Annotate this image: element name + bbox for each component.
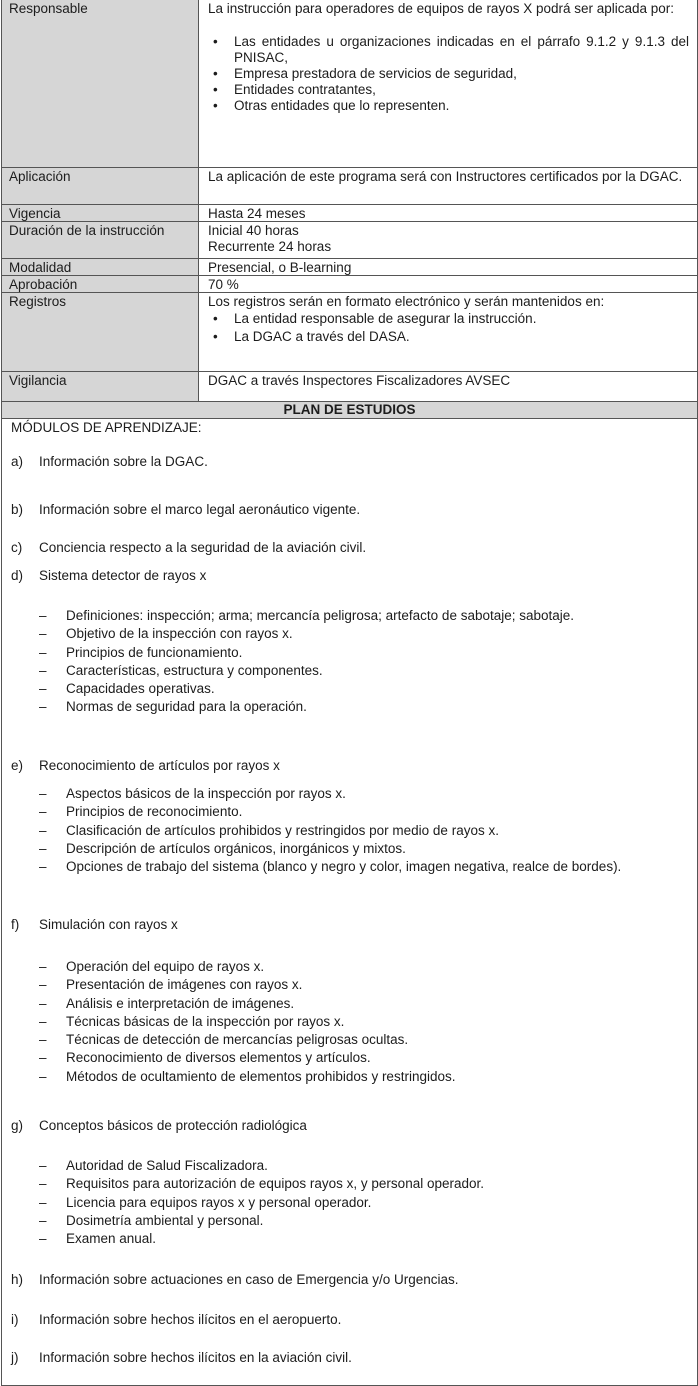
list-item: • Entidades contratantes,: [208, 82, 689, 98]
row-label: Vigilancia: [2, 372, 199, 401]
module-title: Información sobre hechos ilícitos en el aeropuerto.: [39, 1312, 342, 1327]
row-value: Recurrente 24 horas: [208, 239, 332, 254]
bullet-list: [208, 34, 689, 114]
list-item: – Examen anual.: [11, 1230, 651, 1248]
list-item: • Las entidades u organizaciones indicadas en el párrafo 9.1.2 y 9.1.3 del PNISAC,: [208, 34, 689, 66]
list-item: • Empresa prestadora de servicios de seguridad,: [208, 66, 689, 82]
list-item: – Técnicas de detección de mercancías peligrosas ocultas.: [11, 1031, 651, 1049]
module-letter: d): [11, 568, 24, 583]
list-item: – Opciones de trabajo del sistema (blanco y negro y color, imagen negativa, realce de bordes).: [11, 858, 651, 876]
module-letter: i): [11, 1312, 19, 1327]
row-value: Hasta 24 meses: [208, 206, 306, 221]
row-label: Aprobación: [2, 276, 199, 292]
module-letter: g): [11, 1118, 24, 1133]
row-value: La aplicación de este programa será con Instructores certificados por la DGAC.: [208, 169, 683, 184]
list-item: – Autoridad de Salud Fiscalizadora.: [11, 1157, 651, 1175]
plan-title: PLAN DE ESTUDIOS: [2, 402, 697, 419]
row-value: Inicial 40 horas: [208, 223, 299, 238]
module-g: [11, 1117, 651, 1248]
row-value: DGAC a través Inspectores Fiscalizadores AVSEC: [208, 373, 511, 388]
list-item: – Clasificación de artículos prohibidos y restringidos por medio de rayos x.: [11, 822, 651, 840]
list-item: – Licencia para equipos rayos x y personal operador.: [11, 1194, 651, 1212]
row-vigencia: [2, 205, 697, 222]
row-label: Duración de la instrucción: [2, 222, 199, 258]
module-e: [11, 757, 651, 876]
list-item: • La entidad responsable de asegurar la instrucción.: [208, 310, 689, 328]
row-label: Vigencia: [2, 205, 199, 221]
module-a: [11, 453, 208, 471]
module-c: [11, 539, 366, 557]
row-value: La instrucción para operadores de equipos de rayos X podrá ser aplicada por:: [208, 1, 675, 16]
module-h: [11, 1271, 458, 1289]
module-j: [11, 1349, 352, 1367]
row-duracion: [2, 222, 697, 259]
row-label: Modalidad: [2, 259, 199, 275]
row-modalidad: [2, 259, 697, 276]
list-item: – Dosimetría ambiental y personal.: [11, 1212, 651, 1230]
list-item: – Principios de funcionamiento.: [11, 644, 651, 662]
module-f: [11, 916, 651, 1086]
list-item: – Objetivo de la inspección con rayos x.: [11, 625, 651, 643]
module-title: Información sobre hechos ilícitos en la aviación civil.: [39, 1350, 352, 1365]
module-letter: j): [11, 1350, 19, 1365]
modules-heading: MÓDULOS DE APRENDIZAJE:: [11, 420, 202, 435]
module-d: [11, 567, 651, 717]
row-label: Registros: [2, 293, 199, 371]
list-item: – Reconocimiento de diversos elementos y artículos.: [11, 1049, 651, 1067]
list-item: – Aspectos básicos de la inspección por rayos x.: [11, 785, 651, 803]
module-title: Reconocimiento de artículos por rayos x: [39, 758, 280, 773]
row-aplicacion: [2, 168, 697, 205]
module-items: [11, 607, 651, 717]
list-item: – Requisitos para autorización de equipos rayos x, y personal operador.: [11, 1175, 651, 1193]
row-value: Presencial, o B-learning: [208, 260, 352, 275]
module-title: Información sobre el marco legal aeronáutico vigente.: [39, 502, 361, 517]
module-title: Información sobre actuaciones en caso de Emergencia y/o Urgencias.: [39, 1272, 459, 1287]
list-item: – Métodos de ocultamiento de elementos prohibidos y restringidos.: [11, 1068, 651, 1086]
module-letter: b): [11, 502, 24, 517]
module-items: [11, 1157, 651, 1248]
list-item: – Descripción de artículos orgánicos, inorgánicos y mixtos.: [11, 840, 651, 858]
module-title: Sistema detector de rayos x: [39, 568, 207, 583]
list-item: – Operación del equipo de rayos x.: [11, 958, 651, 976]
module-title: Conciencia respecto a la seguridad de la aviación civil.: [39, 540, 367, 555]
module-items: [11, 958, 651, 1086]
list-item: – Análisis e interpretación de imágenes.: [11, 995, 651, 1013]
program-table: [1, 0, 698, 1386]
module-letter: e): [11, 758, 24, 773]
module-letter: h): [11, 1272, 24, 1287]
list-item: – Principios de reconocimiento.: [11, 803, 651, 821]
list-item: – Presentación de imágenes con rayos x.: [11, 976, 651, 994]
row-value: Los registros serán en formato electrónico y serán mantenidos en:: [208, 294, 605, 309]
row-vigilancia: [2, 372, 697, 402]
row-label: Responsable: [2, 0, 199, 167]
row-label: Aplicación: [2, 168, 199, 204]
list-item: • Otras entidades que lo representen.: [208, 98, 689, 114]
list-item: – Normas de seguridad para la operación.: [11, 698, 651, 716]
list-item: • La DGAC a través del DASA.: [208, 328, 689, 346]
module-b: [11, 501, 360, 519]
row-value: 70 %: [208, 277, 239, 292]
bullet-list: [208, 310, 689, 346]
module-title: Conceptos básicos de protección radiológica: [39, 1118, 307, 1133]
module-items: [11, 785, 651, 876]
module-title: Información sobre la DGAC.: [39, 454, 208, 469]
list-item: – Características, estructura y componentes.: [11, 662, 651, 680]
list-item: – Definiciones: inspección; arma; mercancía peligrosa; artefacto de sabotaje; sabotaje.: [11, 607, 651, 625]
row-responsable: [2, 0, 697, 168]
list-item: – Capacidades operativas.: [11, 680, 651, 698]
module-title: Simulación con rayos x: [39, 917, 178, 932]
row-registros: [2, 293, 697, 372]
module-i: [11, 1311, 341, 1329]
list-item: – Técnicas básicas de la inspección por rayos x.: [11, 1013, 651, 1031]
module-letter: a): [11, 454, 24, 469]
module-letter: f): [11, 917, 20, 932]
row-aprobacion: [2, 276, 697, 293]
module-letter: c): [11, 540, 23, 555]
modules-section: [2, 419, 697, 1386]
